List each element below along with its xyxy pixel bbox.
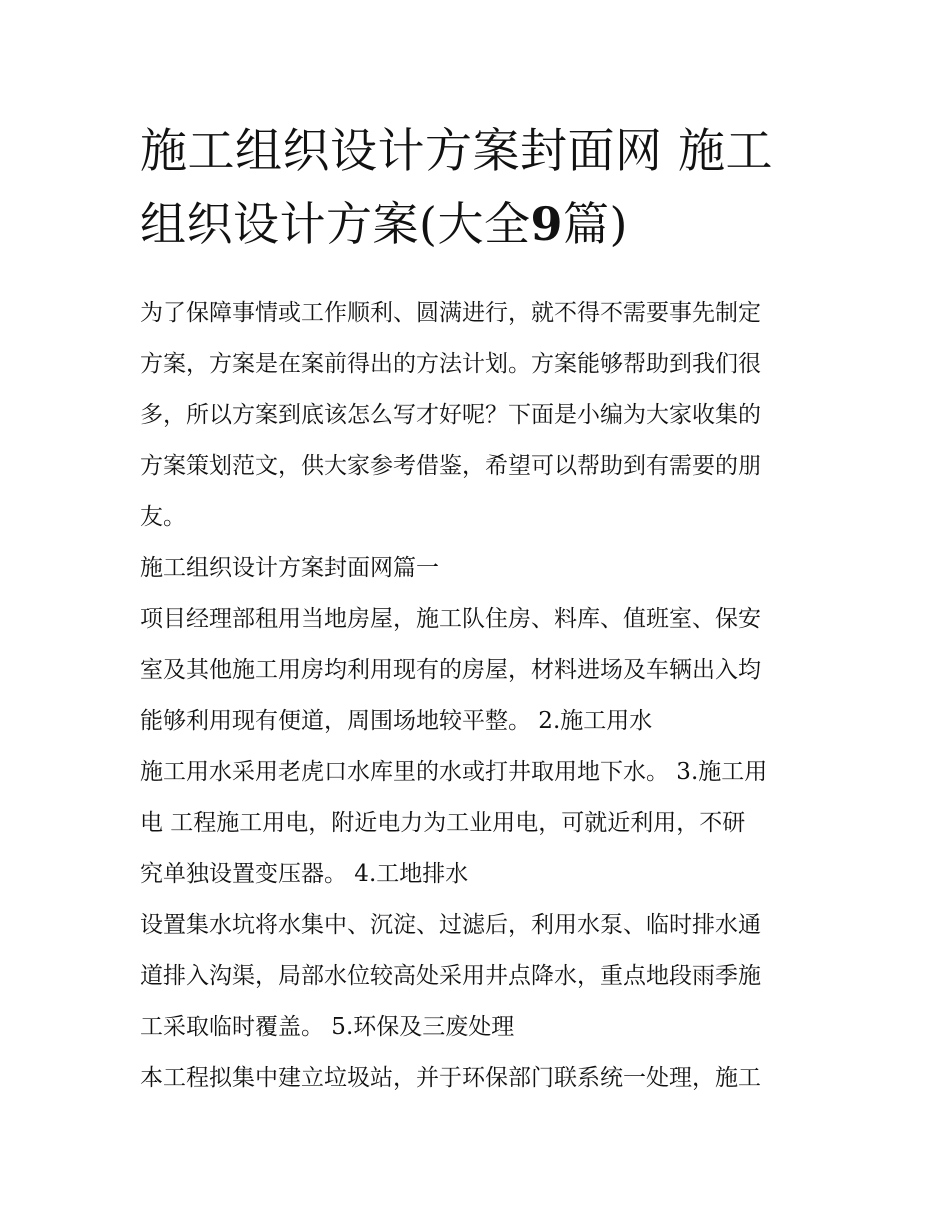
body-line: 友。 — [140, 504, 186, 530]
title-line-2-number: 9 — [530, 197, 563, 251]
body-line: 施工用水采用老虎口水库里的水或打井取用地下水。 3.施工用 — [140, 759, 768, 785]
body-line: 方案，方案是在案前得出的方法计划。方案能够帮助到我们很 — [140, 351, 761, 377]
title-line-2-prefix: 组织设计方案(大全 — [140, 197, 531, 251]
body-line: 多，所以方案到底该怎么写才好呢？下面是小编为大家收集的 — [140, 402, 761, 428]
body-line: 究单独设置变压器。 4.工地排水 — [140, 861, 469, 887]
body-line: 工采取临时覆盖。 5.环保及三废处理 — [140, 1014, 515, 1040]
document-content — [140, 116, 812, 1104]
body-line: 为了保障事情或工作顺利、圆满进行，就不得不需要事先制定 — [140, 300, 761, 326]
title-line-1: 施工组织设计方案封面网 施工 — [140, 124, 773, 179]
body-line: 项目经理部租用当地房屋，施工队住房、料库、值班室、保安 — [140, 606, 761, 632]
body-line: 室及其他施工用房均利用现有的房屋，材料进场及车辆出入均 — [140, 657, 761, 683]
document-body — [140, 288, 812, 1104]
body-line: 本工程拟集中建立垃圾站，并于环保部门联系统一处理，施工 — [140, 1065, 761, 1091]
title-line-2 — [140, 188, 812, 260]
body-line: 设置集水坑将水集中、沉淀、过滤后，利用水泵、临时排水通 — [140, 912, 761, 938]
body-line: 电 工程施工用电，附近电力为工业用电，可就近利用，不研 — [140, 810, 746, 836]
body-line: 能够利用现有便道，周围场地较平整。 2.施工用水 — [140, 708, 653, 734]
body-line: 方案策划范文，供大家参考借鉴，希望可以帮助到有需要的朋 — [140, 453, 761, 479]
title-line-2-suffix: 篇) — [562, 197, 628, 251]
body-line: 道排入沟渠，局部水位较高处采用井点降水，重点地段雨季施 — [140, 963, 761, 989]
section-heading: 施工组织设计方案封面网篇一 — [140, 555, 439, 581]
document-title — [140, 116, 812, 260]
